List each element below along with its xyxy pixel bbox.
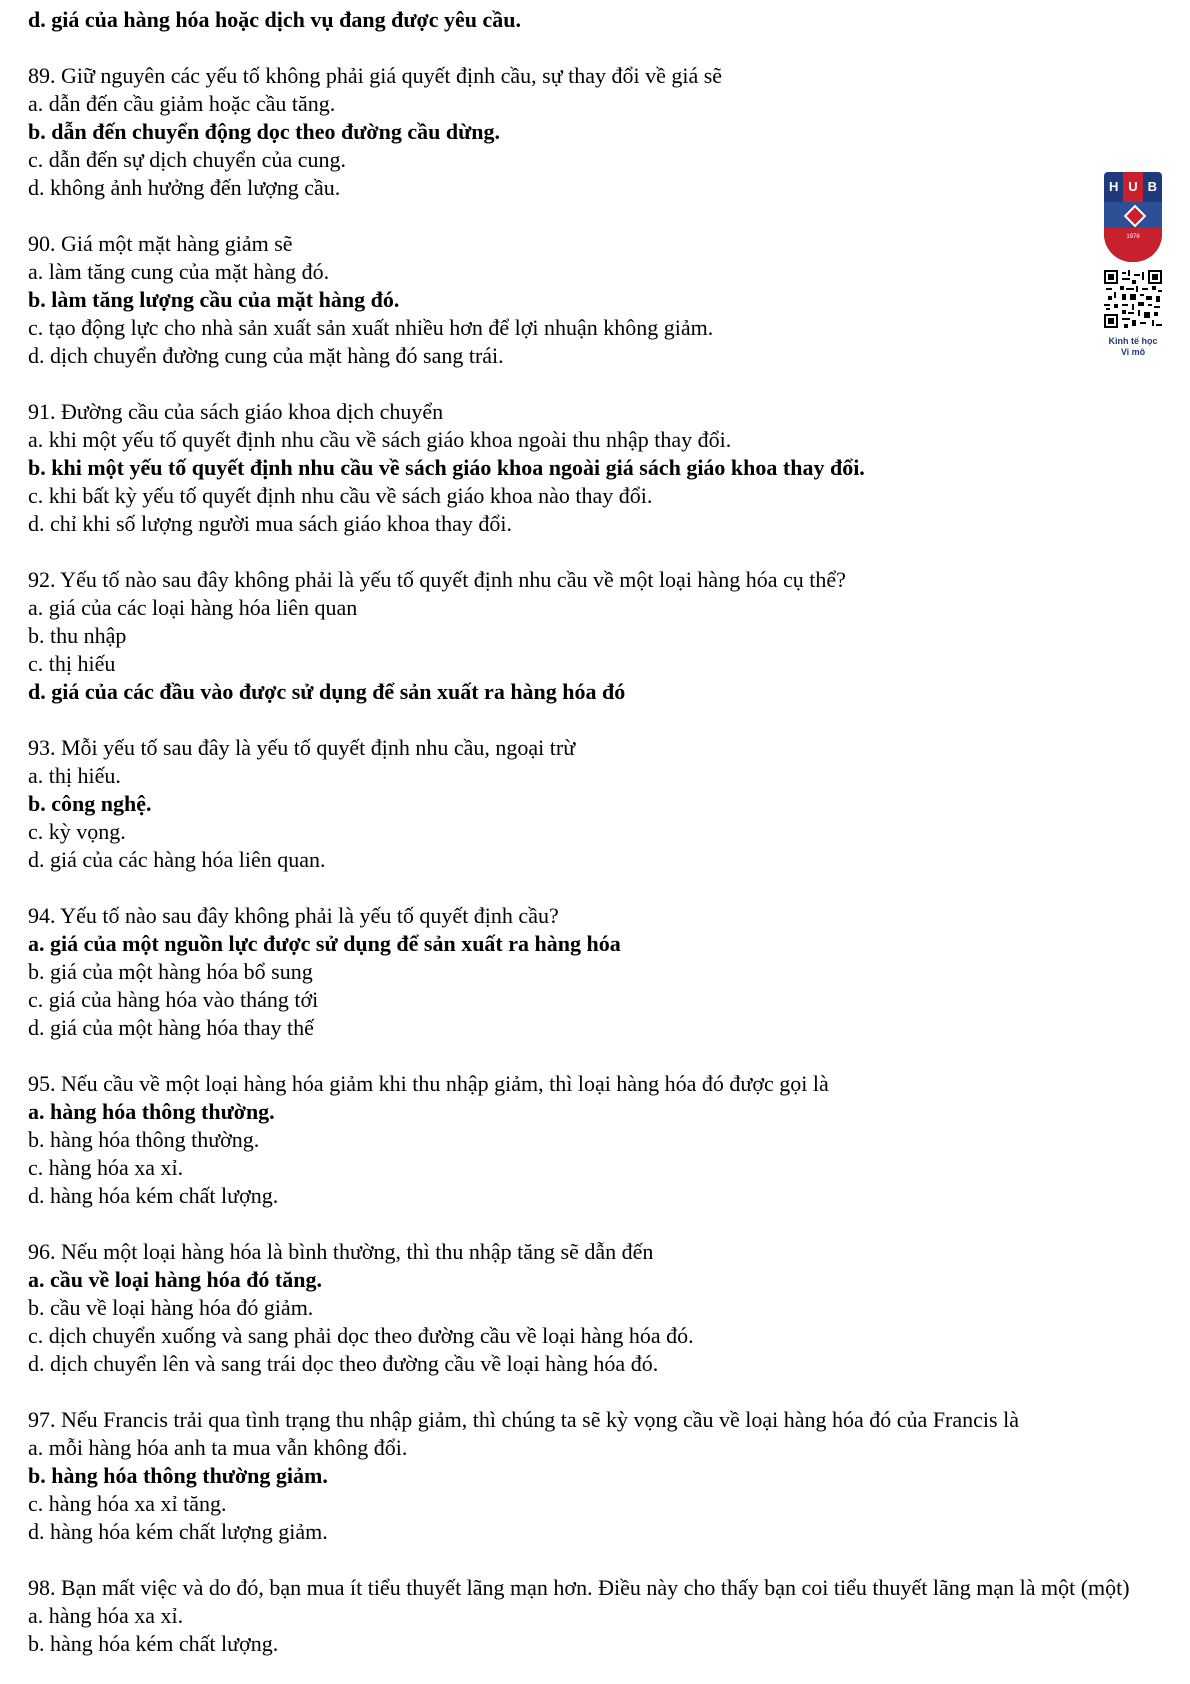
question-block [28, 566, 1148, 706]
answer-option: c. dẫn đến sự dịch chuyển của cung. [28, 147, 346, 172]
answer-option: a. dẫn đến cầu giảm hoặc cầu tăng. [28, 91, 336, 116]
question-gap [28, 34, 1148, 62]
answer-option: d. hàng hóa kém chất lượng giảm. [28, 1519, 328, 1544]
logo-letter-b: B [1147, 179, 1158, 194]
question-gap [28, 706, 1148, 734]
question-text: 96. Nếu một loại hàng hóa là bình thường, thì thu nhập tăng sẽ dẫn đến [28, 1239, 654, 1264]
answer-option-correct: b. làm tăng lượng cầu của mặt hàng đó. [28, 287, 400, 312]
answer-option: c. kỳ vọng. [28, 819, 126, 844]
answer-option: c. khi bất kỳ yếu tố quyết định nhu cầu về sách giáo khoa nào thay đổi. [28, 483, 653, 508]
question-text: 97. Nếu Francis trải qua tình trạng thu nhập giảm, thì chúng ta sẽ kỳ vọng cầu về loại hàng hóa đó của Francis là [28, 1407, 1019, 1432]
answer-option: a. mỗi hàng hóa anh ta mua vẫn không đổi. [28, 1435, 408, 1460]
answer-option: a. làm tăng cung của mặt hàng đó. [28, 259, 330, 284]
answer-option: c. dịch chuyển xuống và sang phải dọc theo đường cầu về loại hàng hóa đó. [28, 1323, 694, 1348]
answer-option: d. giá của một hàng hóa thay thế [28, 1015, 314, 1040]
previous-answer-line: d. giá của hàng hóa hoặc dịch vụ đang được yêu cầu. [28, 7, 521, 32]
hub-logo-block [1102, 172, 1164, 358]
answer-option: c. giá của hàng hóa vào tháng tới [28, 987, 319, 1012]
answer-option: b. cầu về loại hàng hóa đó giảm. [28, 1295, 314, 1320]
question-text: 89. Giữ nguyên các yếu tố không phải giá quyết định cầu, sự thay đổi về giá sẽ [28, 63, 723, 88]
answer-option: d. chỉ khi số lượng người mua sách giáo khoa thay đổi. [28, 511, 512, 536]
answer-option: c. hàng hóa xa xỉ. [28, 1155, 184, 1180]
answer-option: b. thu nhập [28, 623, 127, 648]
question-text: 95. Nếu cầu về một loại hàng hóa giảm khi thu nhập giảm, thì loại hàng hóa đó được gọi là [28, 1071, 829, 1096]
answer-option: d. không ảnh hưởng đến lượng cầu. [28, 175, 341, 200]
question-block [28, 230, 1148, 370]
question-block [28, 398, 1148, 538]
question-block [28, 62, 1148, 202]
answer-option: b. hàng hóa kém chất lượng. [28, 1631, 279, 1656]
question-block [28, 902, 1148, 1042]
answer-option: c. thị hiếu [28, 651, 116, 676]
logo-letter-h: H [1108, 179, 1119, 194]
answer-option: a. hàng hóa xa xỉ. [28, 1603, 184, 1628]
answer-option-correct: b. dẫn đến chuyển động dọc theo đường cầu dừng. [28, 119, 501, 144]
question-text: 94. Yếu tố nào sau đây không phải là yếu tố quyết định cầu? [28, 903, 559, 928]
question-text: 98. Bạn mất việc và do đó, bạn mua ít tiểu thuyết lãng mạn hơn. Điều này cho thấy bạn coi tiểu thuyết lãng mạn là một (một) [28, 1575, 1130, 1600]
question-text: 91. Đường cầu của sách giáo khoa dịch chuyển [28, 399, 444, 424]
document-body [28, 0, 1148, 1658]
logo-letter-u: U [1123, 172, 1142, 202]
question-text: 93. Mỗi yếu tố sau đây là yếu tố quyết định nhu cầu, ngoại trừ [28, 735, 576, 760]
question-gap [28, 370, 1148, 398]
question-text: 90. Giá một mặt hàng giảm sẽ [28, 231, 293, 256]
answer-option-correct: a. hàng hóa thông thường. [28, 1099, 275, 1124]
answer-option: a. thị hiếu. [28, 763, 121, 788]
question-gap [28, 202, 1148, 230]
question-text: 92. Yếu tố nào sau đây không phải là yếu tố quyết định nhu cầu về một loại hàng hóa cụ thể? [28, 567, 846, 592]
answer-option: c. tạo động lực cho nhà sản xuất sản xuất nhiều hơn để lợi nhuận không giảm. [28, 315, 714, 340]
answer-option: d. dịch chuyển lên và sang trái dọc theo đường cầu về loại hàng hóa đó. [28, 1351, 659, 1376]
question-block [28, 1238, 1148, 1378]
answer-option: a. giá của các loại hàng hóa liên quan [28, 595, 358, 620]
question-gap [28, 1546, 1148, 1574]
answer-option-correct: a. giá của một nguồn lực được sử dụng để sản xuất ra hàng hóa [28, 931, 621, 956]
question-block [28, 1070, 1148, 1210]
answer-option-correct: d. giá của các đầu vào được sử dụng để sản xuất ra hàng hóa đó [28, 679, 626, 704]
hub-shield-logo [1104, 172, 1162, 262]
answer-option-correct: a. cầu về loại hàng hóa đó tăng. [28, 1267, 322, 1292]
logo-caption-line1: Kinh tế học [1108, 336, 1158, 346]
logo-caption-line2: Vi mô [1120, 347, 1146, 357]
qr-code-icon [1104, 270, 1162, 328]
answer-option: a. khi một yếu tố quyết định nhu cầu về sách giáo khoa ngoài thu nhập thay đổi. [28, 427, 732, 452]
question-gap [28, 1378, 1148, 1406]
answer-option: c. hàng hóa xa xỉ tăng. [28, 1491, 227, 1516]
question-gap [28, 538, 1148, 566]
answer-option-correct: b. hàng hóa thông thường giảm. [28, 1463, 328, 1488]
question-block [28, 1406, 1148, 1546]
question-gap [28, 874, 1148, 902]
question-gap [28, 1042, 1148, 1070]
answer-option: d. hàng hóa kém chất lượng. [28, 1183, 279, 1208]
logo-year: 1976 [1126, 234, 1140, 240]
question-gap [28, 1210, 1148, 1238]
answer-option: b. hàng hóa thông thường. [28, 1127, 260, 1152]
question-block [28, 1574, 1148, 1658]
answer-option-correct: b. khi một yếu tố quyết định nhu cầu về sách giáo khoa ngoài giá sách giáo khoa thay đổi. [28, 455, 865, 480]
question-block [28, 734, 1148, 874]
answer-option: b. giá của một hàng hóa bổ sung [28, 959, 313, 984]
answer-option-correct: b. công nghệ. [28, 791, 152, 816]
answer-option: d. dịch chuyển đường cung của mặt hàng đó sang trái. [28, 343, 504, 368]
answer-option: d. giá của các hàng hóa liên quan. [28, 847, 326, 872]
